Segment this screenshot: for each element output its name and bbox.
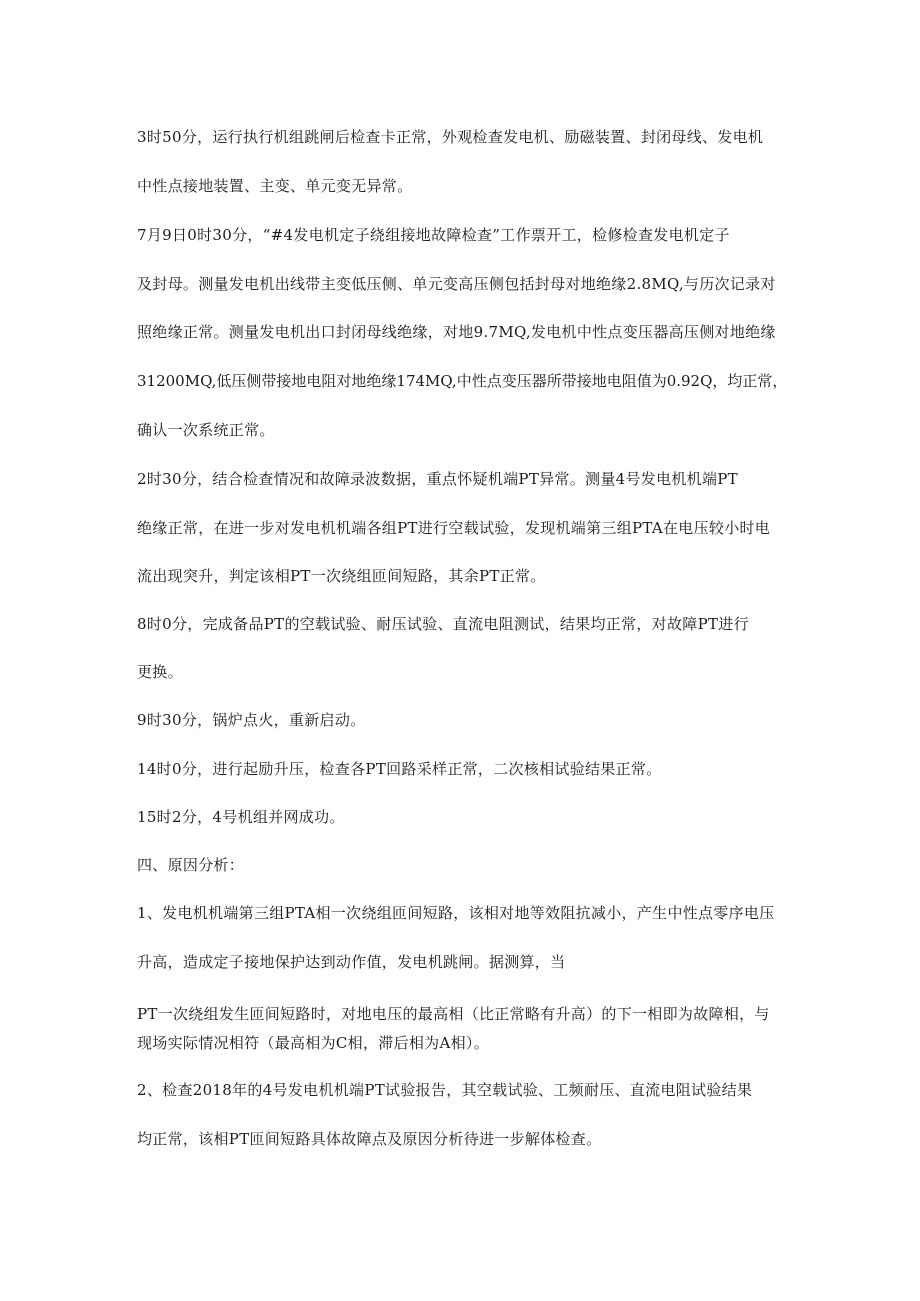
text-line: 2、检查2018年的4号发电机机端PT试验报告，其空载试验、工频耐压、直流电阻试验结果: [137, 1081, 753, 1099]
text-line: 均正常，该相PT匝间短路具体故障点及原因分析待进一步解体检查。: [137, 1130, 602, 1148]
section-heading: 四、原因分析：: [137, 856, 245, 874]
text-line: 确认一次系统正常。: [137, 421, 275, 439]
text-line: 绝缘正常，在进一步对发电机机端各组PT进行空载试验，发现机端第三组PTA在电压较小时电: [137, 519, 771, 537]
text-line: 1、发电机机端第三组PTA相一次绕组匝间短路，该相对地等效阻抗减小，产生中性点零序电压: [137, 904, 775, 922]
text-line: 31200MQ,低压侧带接地电阻对地绝缘174MQ,中性点变压器所带接地电阻值为0.92Q，均正常，: [137, 372, 788, 390]
text-line: 及封母。测量发电机出线带主变低压侧、单元变高压侧包括封母对地绝缘2.8MQ,与历次记录对: [137, 275, 776, 293]
text-line: 现场实际情况相符（最高相为C相，滞后相为A相）。: [137, 1034, 490, 1052]
text-line: 15时2分，4号机组并网成功。: [137, 808, 345, 826]
text-line: 2时30分，结合检查情况和故障录波数据，重点怀疑机端PT异常。测量4号发电机机端PT: [137, 470, 738, 488]
text-line: 8时0分，完成备品PT的空载试验、耐压试验、直流电阻测试，结果均正常，对故障PT进行: [137, 615, 749, 633]
text-line: 更换。: [137, 663, 183, 681]
text-line: 流出现突升，判定该相PT一次绕组匝间短路，其余PT正常。: [137, 567, 546, 585]
text-line: PT一次绕组发生匝间短路时，对地电压的最高相（比正常略有升高）的下一相即为故障相，与: [137, 1005, 770, 1023]
text-line: 7月9日0时30分，“#4发电机定子绕组接地故障检查”工作票开工，检修检查发电机定子: [137, 226, 730, 244]
text-line: 3时50分，运行执行机组跳闸后检查卡正常，外观检查发电机、励磁装置、封闭母线、发电机: [137, 128, 764, 146]
text-line: 中性点接地装置、主变、单元变无异常。: [137, 177, 413, 195]
text-line: 9时30分，锅炉点火，重新启动。: [137, 711, 366, 729]
text-line: 14时0分，进行起励升压，检查各PT回路采样正常，二次核相试验结果正常。: [137, 760, 662, 778]
text-line: 照绝缘正常。测量发电机出口封闭母线绝缘，对地9.7MQ,发电机中性点变压器高压侧对地绝缘: [137, 323, 776, 341]
text-line: 升高，造成定子接地保护达到动作值，发电机跳闸。据测算，当: [137, 953, 566, 971]
